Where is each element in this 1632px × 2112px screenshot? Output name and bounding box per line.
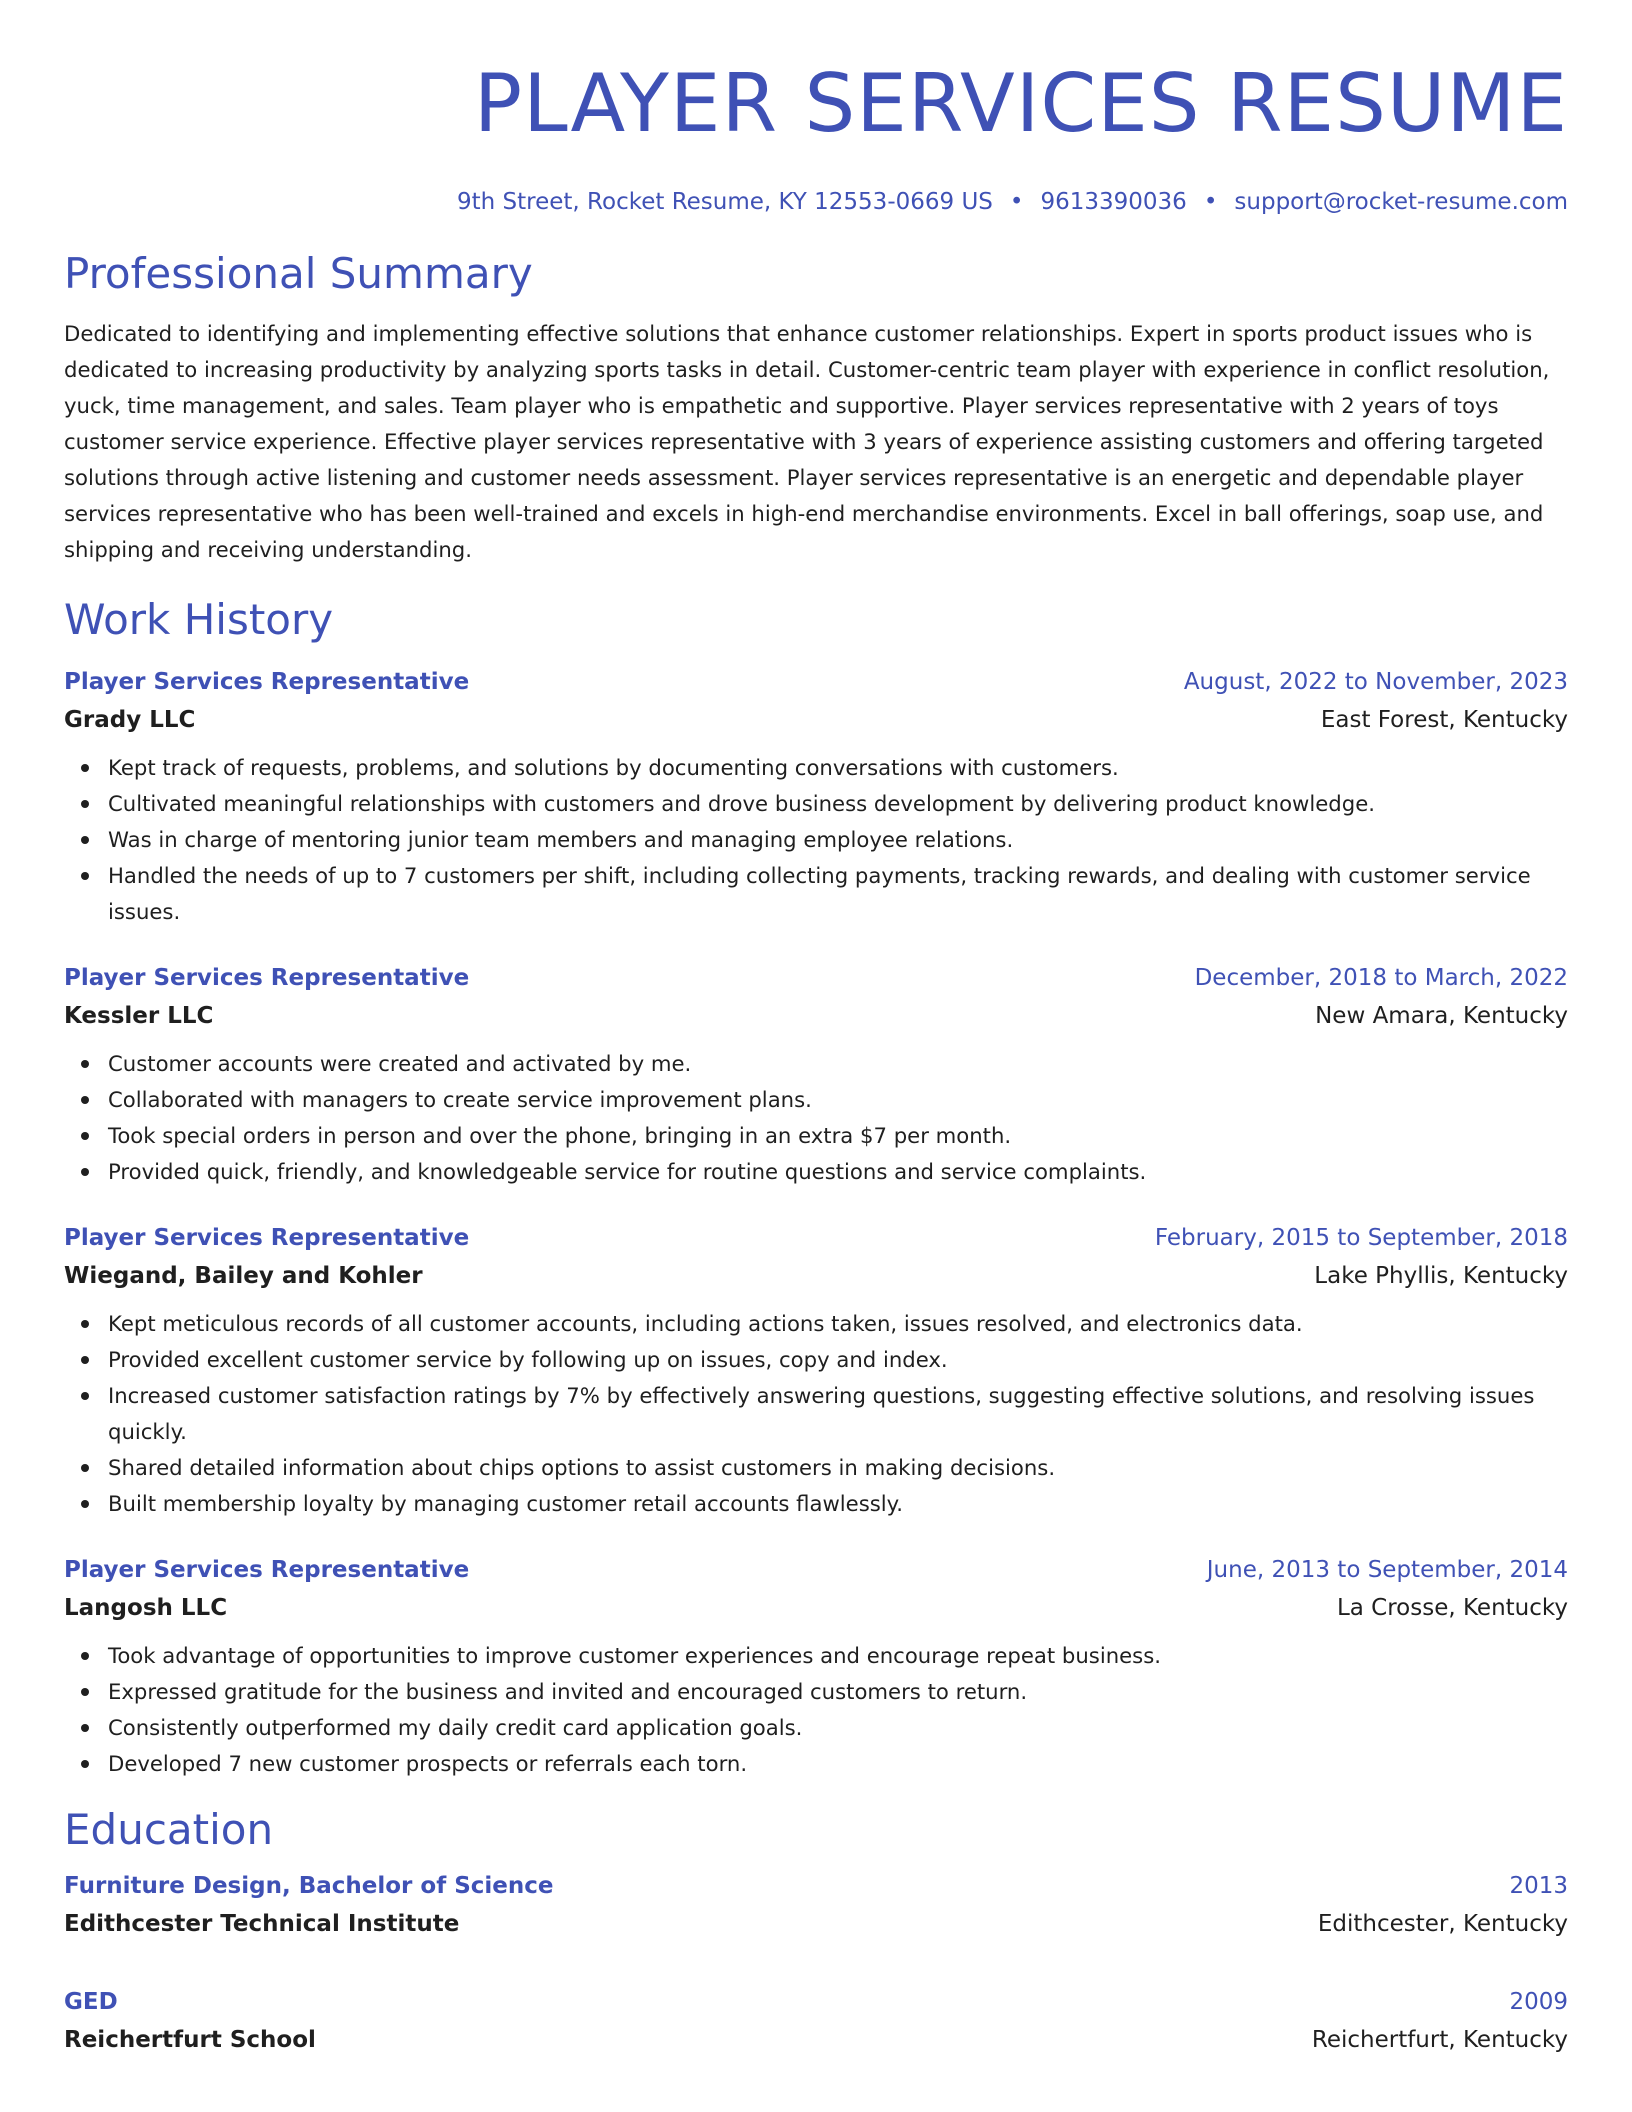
job-location: Lake Phyllis, Kentucky	[1314, 1263, 1568, 1289]
job-bullet: Consistently outperformed my daily credit card application goals.	[108, 1710, 1568, 1746]
job-title: Player Services Representative	[64, 1557, 470, 1583]
job-dates: December, 2018 to March, 2022	[1194, 965, 1568, 991]
job-bullets	[64, 1306, 1568, 1522]
job-location: New Amara, Kentucky	[1315, 1003, 1568, 1029]
job-bullet: Shared detailed information about chips options to assist customers in making decisions.	[108, 1450, 1568, 1486]
education-location: Reichertfurt, Kentucky	[1311, 2027, 1568, 2053]
contact-phone: 9613390036	[1040, 189, 1187, 215]
education-school: Reichertfurt School	[64, 2027, 316, 2053]
education-school: Edithcester Technical Institute	[64, 1911, 460, 1937]
job-entry	[64, 960, 1568, 1190]
education-entry	[64, 1984, 1568, 2060]
job-bullet: Expressed gratitude for the business and invited and encouraged customers to return.	[108, 1674, 1568, 1710]
job-company: Langosh LLC	[64, 1595, 228, 1621]
job-title: Player Services Representative	[64, 965, 470, 991]
contact-address: 9th Street, Rocket Resume, KY 12553-0669 US	[457, 189, 993, 215]
education-location: Edithcester, Kentucky	[1317, 1911, 1568, 1937]
job-company: Kessler LLC	[64, 1003, 214, 1029]
separator-dot: •	[1203, 189, 1218, 215]
job-entry	[64, 1552, 1568, 1782]
job-location: La Crosse, Kentucky	[1336, 1595, 1568, 1621]
education-year: 2013	[1509, 1873, 1568, 1899]
job-bullet: Cultivated meaningful relationships with customers and drove business development by delivering product knowledge.	[108, 786, 1568, 822]
job-bullet: Handled the needs of up to 7 customers per shift, including collecting payments, tracking rewards, and dealing with customer service issues.	[108, 858, 1568, 930]
job-bullet: Kept meticulous records of all customer accounts, including actions taken, issues resolved, and electronics data.	[108, 1306, 1568, 1342]
job-bullet: Provided excellent customer service by following up on issues, copy and index.	[108, 1342, 1568, 1378]
summary-heading: Professional Summary	[64, 249, 533, 298]
job-dates: June, 2013 to September, 2014	[1206, 1557, 1568, 1583]
education-heading: Education	[64, 1805, 274, 1854]
job-title: Player Services Representative	[64, 1225, 470, 1251]
job-company: Wiegand, Bailey and Kohler	[64, 1263, 423, 1289]
job-entry	[64, 664, 1568, 930]
summary-text: Dedicated to identifying and implementing effective solutions that enhance customer relationships. Expert in sports product issues who is dedicated to increasing productivity by analyzing sports tasks in detail. Customer-centric team player with experience in conflict resolution, yuck, time management, and sales. Team player who is empathetic and supportive. Player services representative with 2 years of toys customer service experience. Effective player services representative with 3 years of experience assisting customers and offering targeted solutions through active listening and customer needs assessment. Player services representative is an energetic and dependable player services representative who has been well-trained and excels in high-end merchandise environments. Excel in ball offerings, soap use, and shipping and receiving understanding.	[64, 321, 1550, 562]
job-bullet: Took special orders in person and over the phone, bringing in an extra $7 per month.	[108, 1118, 1568, 1154]
job-dates: August, 2022 to November, 2023	[1183, 669, 1568, 695]
job-bullet: Increased customer satisfaction ratings by 7% by effectively answering questions, suggesting effective solutions, and resolving issues quickly.	[108, 1378, 1568, 1450]
contact-line	[64, 186, 1568, 218]
education-entry	[64, 1868, 1568, 1944]
job-bullet: Provided quick, friendly, and knowledgeable service for routine questions and service complaints.	[108, 1154, 1568, 1190]
job-bullets	[64, 1046, 1568, 1190]
separator-dot: •	[1009, 189, 1024, 215]
job-bullet: Took advantage of opportunities to improve customer experiences and encourage repeat business.	[108, 1638, 1568, 1674]
job-company: Grady LLC	[64, 707, 196, 733]
job-bullet: Built membership loyalty by managing customer retail accounts flawlessly.	[108, 1486, 1568, 1522]
job-bullet: Collaborated with managers to create service improvement plans.	[108, 1082, 1568, 1118]
job-bullet: Kept track of requests, problems, and solutions by documenting conversations with customers.	[108, 750, 1568, 786]
job-bullets	[64, 1638, 1568, 1782]
education-degree: GED	[64, 1989, 118, 2015]
job-title: Player Services Representative	[64, 669, 470, 695]
job-bullet: Was in charge of mentoring junior team members and managing employee relations.	[108, 822, 1568, 858]
education-degree: Furniture Design, Bachelor of Science	[64, 1873, 554, 1899]
contact-email: support@rocket-resume.com	[1234, 189, 1568, 215]
education-year: 2009	[1509, 1989, 1568, 2015]
job-bullets	[64, 750, 1568, 930]
job-entry	[64, 1220, 1568, 1522]
resume-title: PLAYER SERVICES RESUME	[473, 57, 1568, 150]
job-dates: February, 2015 to September, 2018	[1154, 1225, 1568, 1251]
job-location: East Forest, Kentucky	[1320, 707, 1568, 733]
work-history-heading: Work History	[64, 595, 334, 644]
job-bullet: Developed 7 new customer prospects or referrals each torn.	[108, 1746, 1568, 1782]
job-bullet: Customer accounts were created and activated by me.	[108, 1046, 1568, 1082]
